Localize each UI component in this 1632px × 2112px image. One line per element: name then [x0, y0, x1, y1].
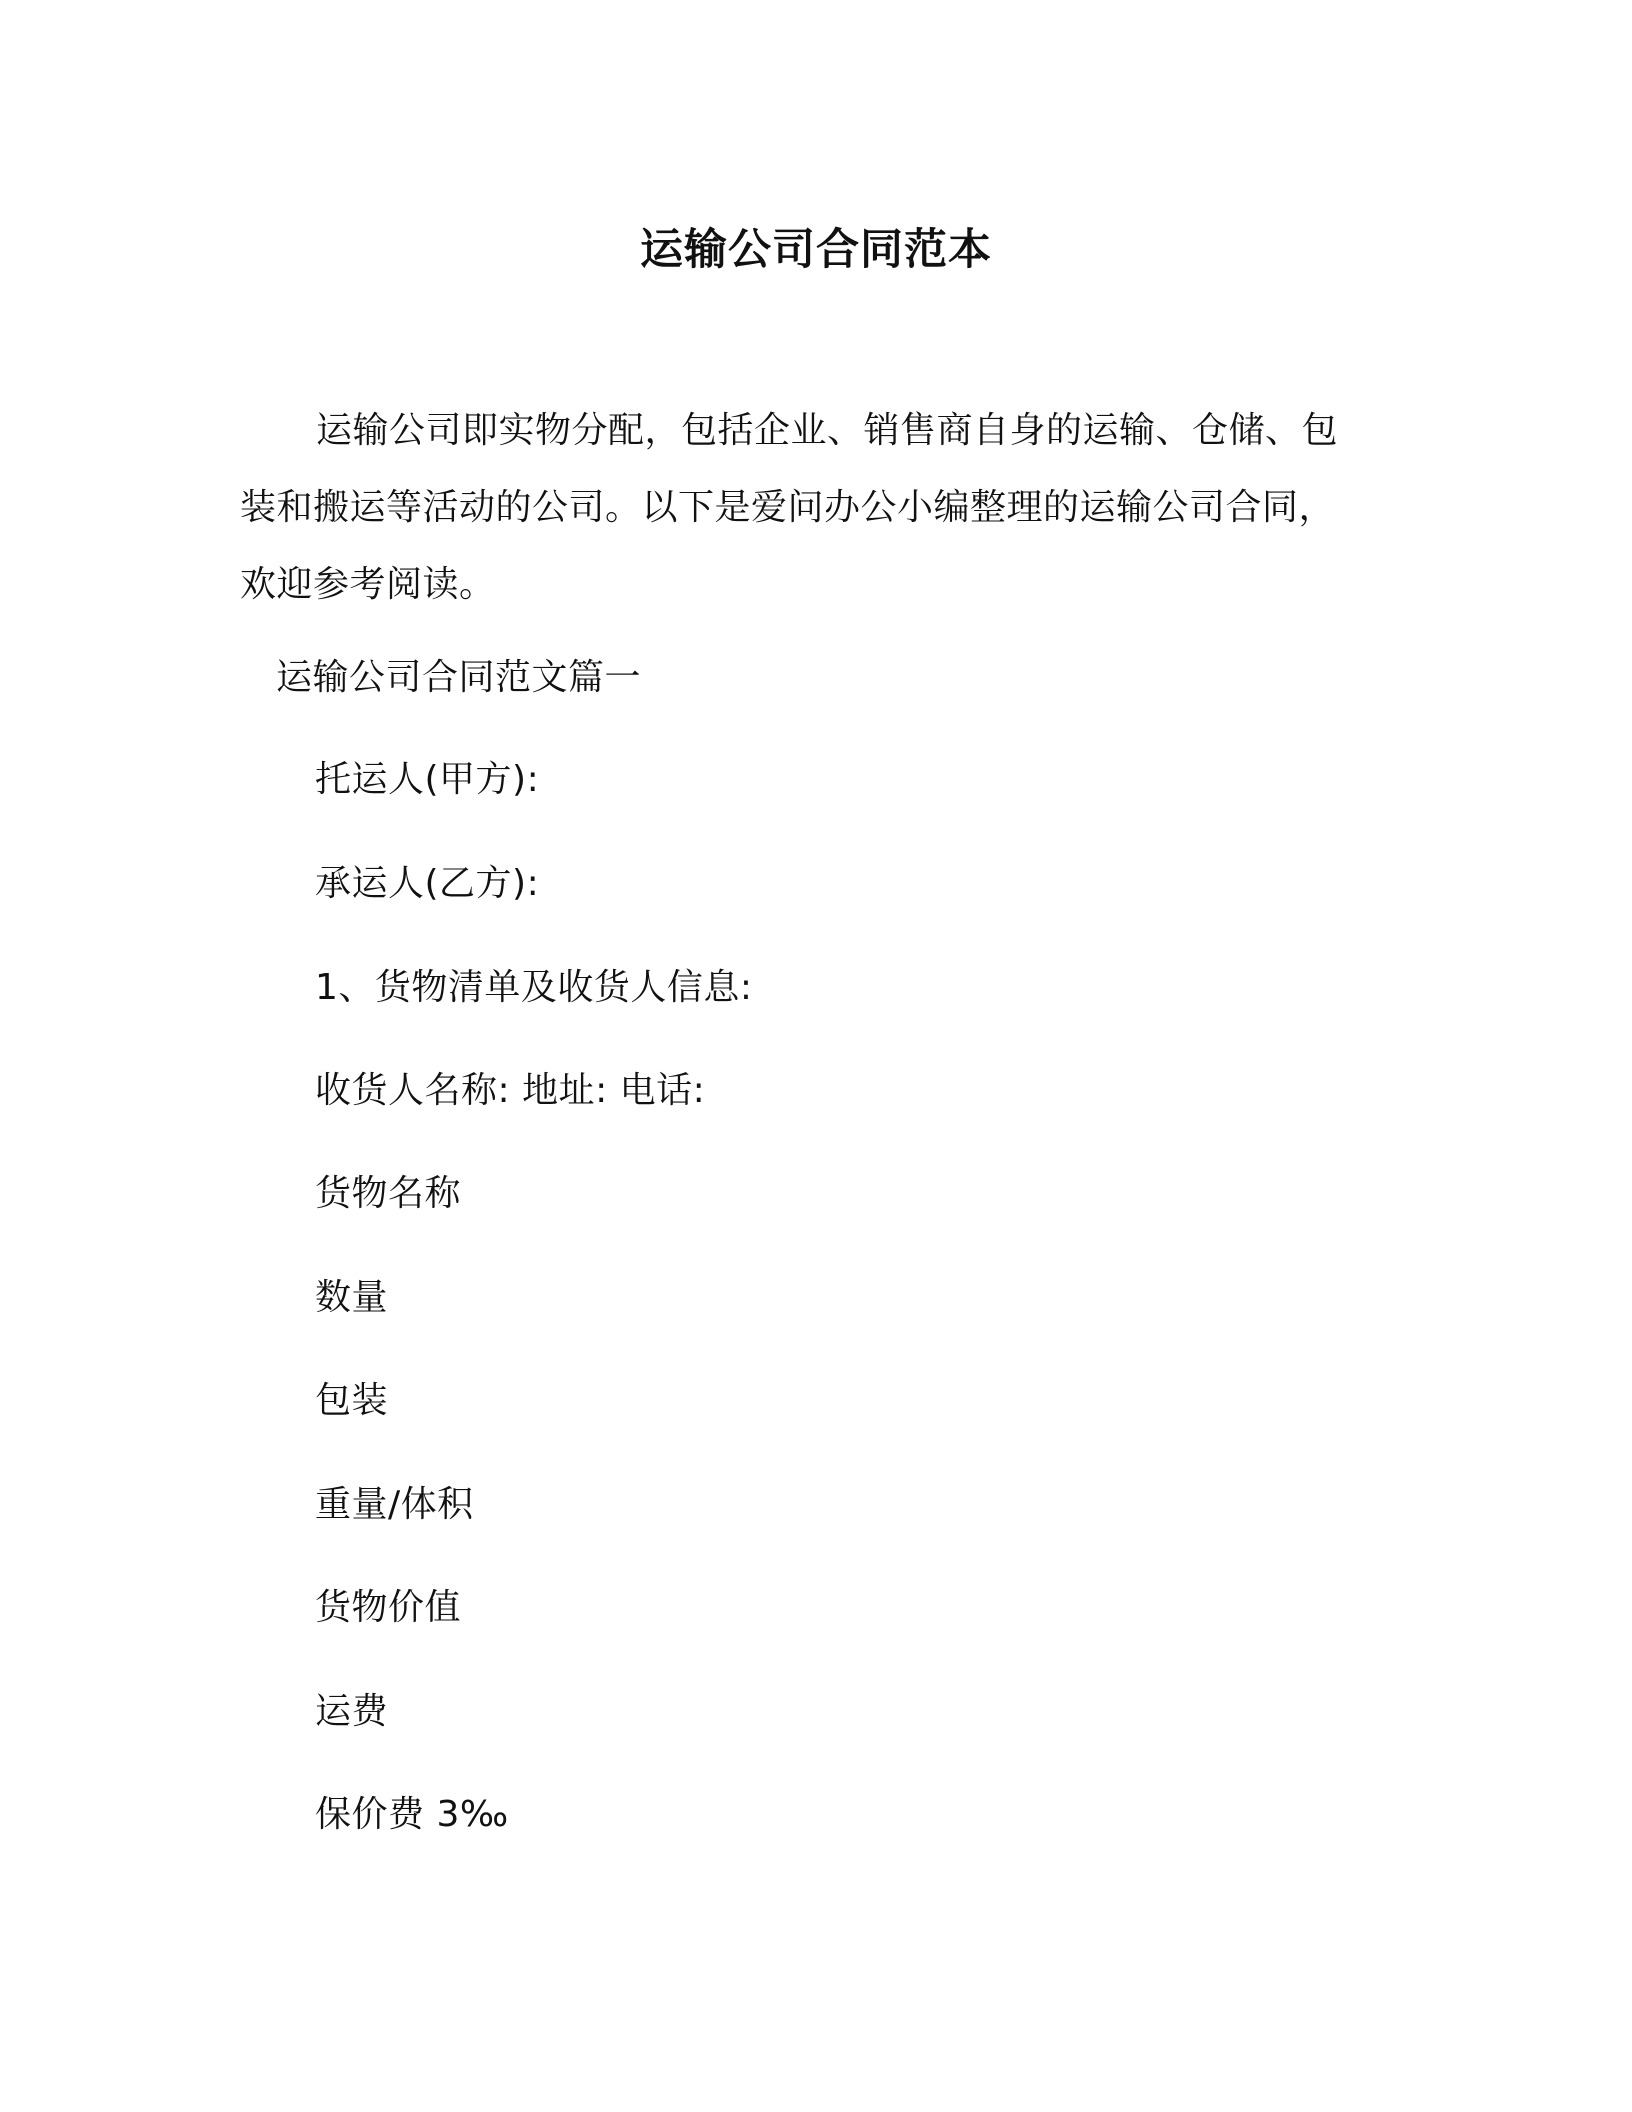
cargo-list-heading: 1、货物清单及收货人信息:	[315, 967, 753, 1008]
carrier-line: 承运人(乙方):	[315, 863, 540, 904]
cargo-value-line: 货物价值	[315, 1587, 462, 1628]
weight-volume-line: 重量/体积	[315, 1484, 474, 1525]
intro-paragraph: 运输公司即实物分配，包括企业、销售商自身的运输、仓储、包装和搬运等活动的公司。以下是爱问办公小编整理的运输公司合同，欢迎参考阅读。	[240, 410, 1339, 605]
consignor-line: 托运人(甲方):	[315, 759, 540, 800]
section-heading: 运输公司合同范文篇一	[276, 657, 642, 698]
freight-line: 运费	[315, 1691, 389, 1732]
consignee-info-line: 收货人名称: 地址: 电话:	[315, 1070, 706, 1111]
cargo-name-line: 货物名称	[315, 1173, 462, 1214]
document-title: 运输公司合同范本	[640, 225, 992, 275]
packaging-line: 包装	[315, 1380, 389, 1421]
quantity-line: 数量	[315, 1277, 389, 1318]
insurance-fee-line: 保价费 3‰	[315, 1794, 509, 1835]
